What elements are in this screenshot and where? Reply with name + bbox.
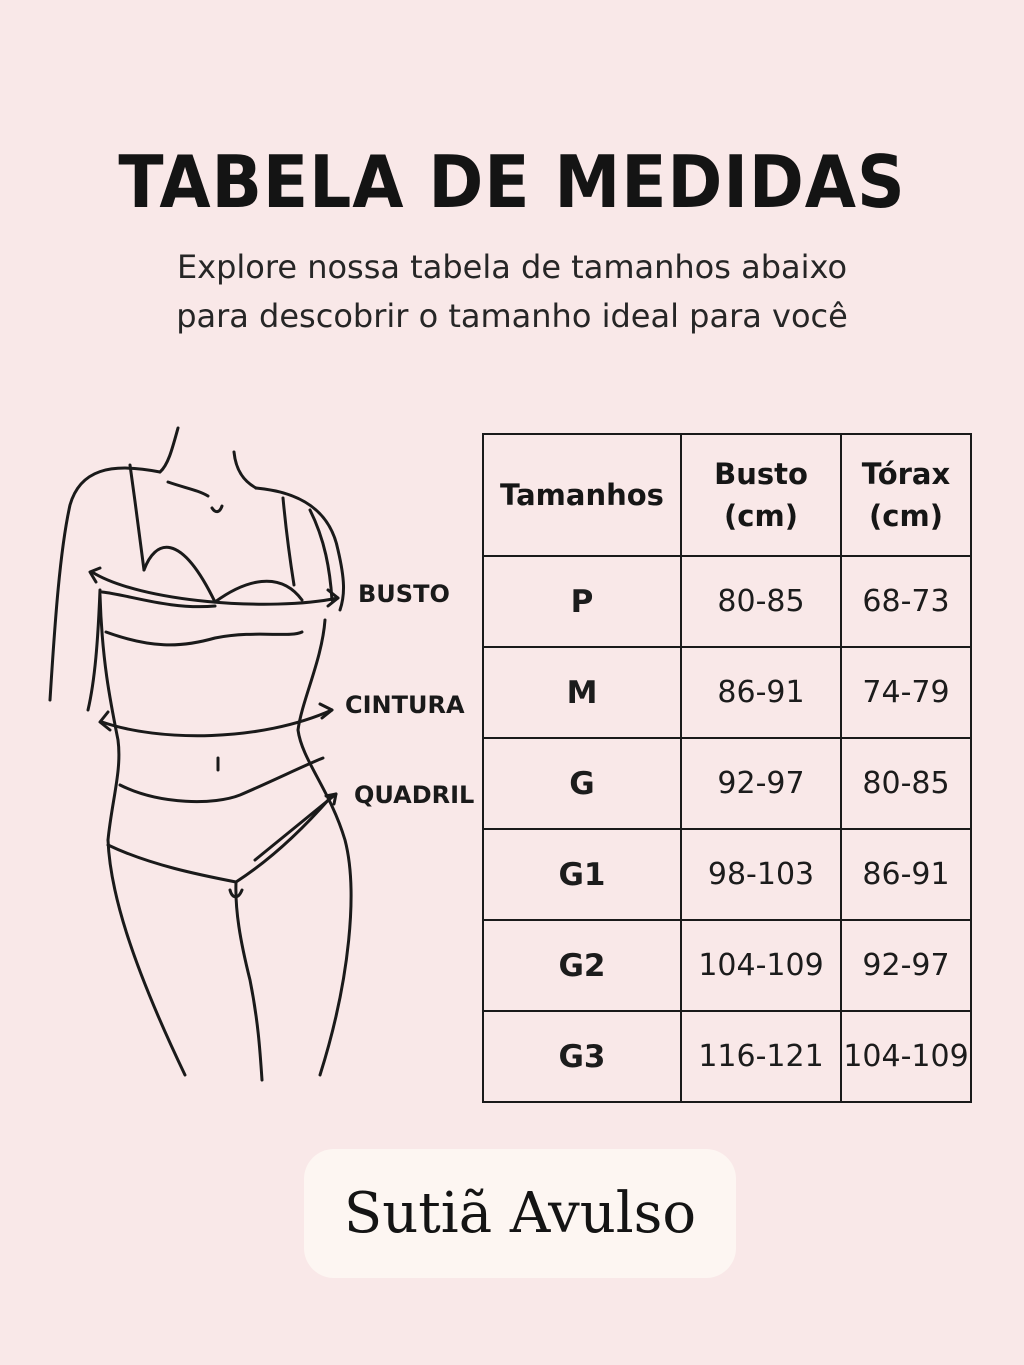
- bust-cell: 116-121: [681, 1011, 841, 1102]
- bra-cup-right: [215, 581, 302, 602]
- body-measurement-illustration: [40, 420, 480, 1090]
- chest-cell: 74-79: [841, 647, 971, 738]
- product-label-text: Sutiã Avulso: [343, 1181, 697, 1246]
- size-table: [482, 433, 972, 1103]
- bra-strap-left: [130, 465, 144, 570]
- neck-right-line: [234, 452, 256, 488]
- panty-waistband: [120, 758, 323, 802]
- table-row: [483, 647, 971, 738]
- bust-label: BUSTO: [358, 580, 450, 608]
- table-row: [483, 829, 971, 920]
- product-label-badge: [304, 1149, 736, 1278]
- hip-arrow-line: [255, 794, 336, 860]
- chest-cell: 86-91: [841, 829, 971, 920]
- inner-thigh-left: [236, 882, 262, 1080]
- waist-label: CINTURA: [345, 691, 465, 719]
- bust-cell: 92-97: [681, 738, 841, 829]
- torso-right-side: [298, 620, 351, 1075]
- chest-cell: 92-97: [841, 920, 971, 1011]
- chest-cell: 68-73: [841, 556, 971, 647]
- subtitle-line-2: para descobrir o tamanho ideal para você: [176, 297, 848, 335]
- left-arm-inner: [88, 590, 100, 710]
- page-title: TABELA DE MEDIDAS: [118, 140, 906, 224]
- size-cell: G2: [483, 920, 681, 1011]
- bust-cell: 104-109: [681, 920, 841, 1011]
- header-sizes-text: Tamanhos: [500, 478, 664, 512]
- header-sizes: [483, 434, 681, 556]
- header-chest-text: Tórax (cm): [861, 457, 951, 533]
- chest-cell: 104-109: [841, 1011, 971, 1102]
- header-chest: [841, 434, 971, 556]
- waist-arrow-head-left: [100, 712, 110, 730]
- neck-left-line: [160, 428, 178, 472]
- bust-cell: 86-91: [681, 647, 841, 738]
- size-cell: G: [483, 738, 681, 829]
- table-row: [483, 556, 971, 647]
- bra-band: [106, 632, 302, 645]
- bust-cell: 80-85: [681, 556, 841, 647]
- size-table-header-row: [483, 434, 971, 556]
- hip-label: QUADRIL: [354, 781, 475, 809]
- chest-cell: 80-85: [841, 738, 971, 829]
- table-row: [483, 738, 971, 829]
- table-row: [483, 1011, 971, 1102]
- body-outline-drawing: [40, 420, 480, 1090]
- header-bust: [681, 434, 841, 556]
- size-cell: M: [483, 647, 681, 738]
- bust-cell: 98-103: [681, 829, 841, 920]
- left-leg-outer: [108, 840, 185, 1075]
- panty-leg-left: [108, 845, 236, 882]
- bra-strap-right: [283, 498, 294, 585]
- collarbone-right: [212, 506, 222, 512]
- size-cell: G3: [483, 1011, 681, 1102]
- subtitle-line-1: Explore nossa tabela de tamanhos abaixo: [176, 248, 848, 286]
- header-bust-text: Busto (cm): [714, 457, 808, 533]
- table-row: [483, 920, 971, 1011]
- collarbone-left: [168, 482, 208, 496]
- size-cell: P: [483, 556, 681, 647]
- page-subtitle: [0, 243, 1024, 341]
- size-cell: G1: [483, 829, 681, 920]
